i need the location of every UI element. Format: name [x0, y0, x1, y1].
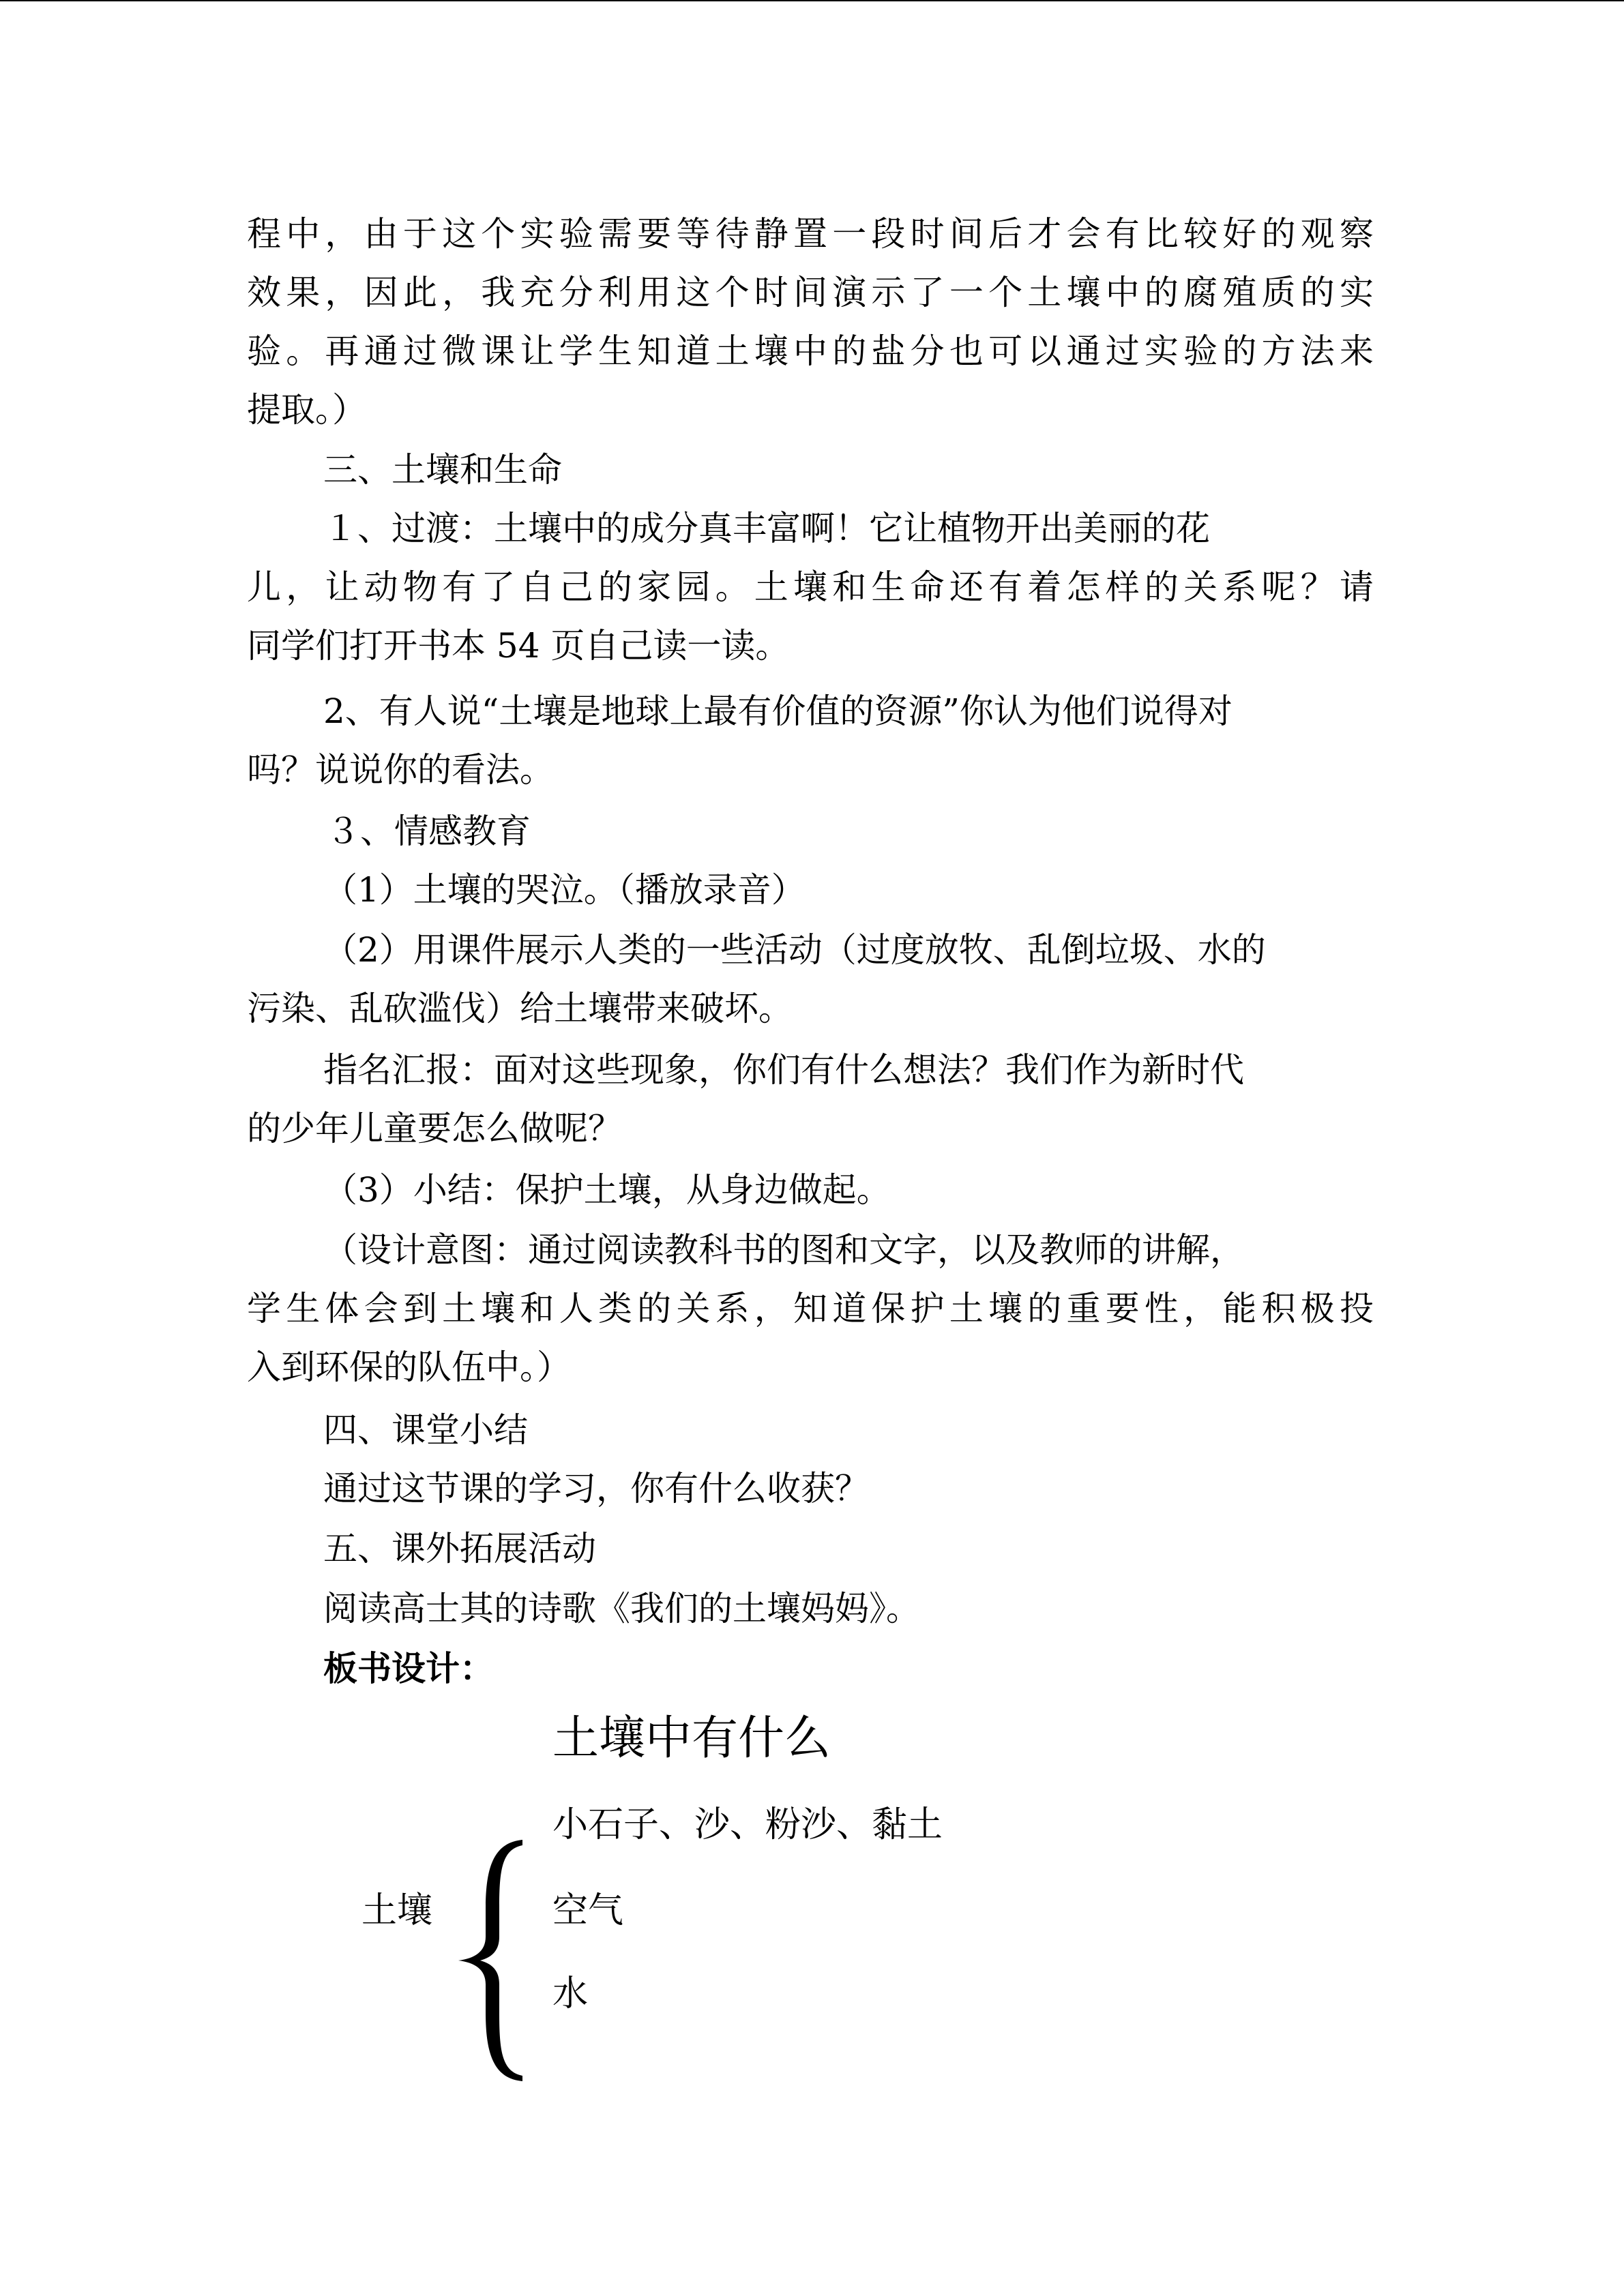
paragraph-transition — [247, 499, 1374, 675]
board-item-water: 水 — [552, 1973, 589, 2014]
text-line: 儿，让动物有了自己的家园。土壤和生命还有着怎样的关系呢？请 — [247, 567, 1374, 607]
text-line: 提取。） — [247, 390, 366, 430]
text-line: 2、有人说“土壤是地球上最有价值的资源”你认为他们说得对 — [323, 691, 1232, 731]
text-line: 指名汇报：面对这些现象，你们有什么想法？我们作为新时代 — [323, 1050, 1244, 1090]
text-line: 通过这节课的学习，你有什么收获？ — [323, 1469, 869, 1508]
paragraph-sub-3 — [323, 1161, 1374, 1219]
text-line: １、过渡：土壤中的成分真丰富啊！它让植物开出美丽的花 — [323, 509, 1210, 548]
text-line: 验。再通过微课让学生知道土壤中的盐分也可以通过实验的方法来 — [247, 331, 1374, 371]
text-line: 效果，因此，我充分利用这个时间演示了一个土壤中的腐殖质的实 — [247, 273, 1374, 312]
text-line: （设计意图：通过阅读教科书的图和文字，以及教师的讲解， — [323, 1230, 1244, 1270]
text-line: 污染、乱砍滥伐）给土壤带来破坏。 — [247, 989, 793, 1028]
text-line: 入到环保的队伍中。） — [247, 1347, 571, 1387]
board-item-air: 空气 — [552, 1890, 624, 1931]
text-line: 四、课堂小结 — [323, 1410, 528, 1450]
text-line: 吗？说说你的看法。 — [247, 750, 554, 790]
text-line: 阅读高士其的诗歌《我们的土壤妈妈》。 — [323, 1589, 920, 1628]
text-line: 五、课外拓展活动 — [323, 1529, 596, 1568]
text-line: （2）用课件展示人类的一些活动（过度放牧、乱倒垃圾、水的 — [323, 930, 1266, 970]
board-item-solids: 小石子、沙、粉沙、黏土 — [552, 1804, 943, 1845]
board-title: 土壤中有什么 — [552, 1712, 831, 1765]
page-top-border — [0, 0, 1624, 1]
text-line: （3）小结：保护土壤，从身边做起。 — [323, 1170, 891, 1210]
curly-brace-icon — [450, 1834, 532, 2087]
section-heading-5 — [323, 1519, 1374, 1578]
text-line: 板书设计： — [323, 1648, 494, 1688]
text-line: 的少年儿童要怎么做呢？ — [247, 1109, 622, 1148]
board-heading — [323, 1639, 1374, 1698]
paragraph-sub-1 — [323, 861, 1374, 919]
paragraph-item-3 — [326, 802, 1374, 861]
paragraph-extension — [323, 1579, 1374, 1638]
section-heading-4 — [323, 1401, 1374, 1459]
paragraph-intent-continuation — [247, 205, 1374, 439]
text-line: （1）土壤的哭泣。（播放录音） — [323, 870, 806, 910]
text-line: 同学们打开书本 54 页自己读一读。 — [247, 626, 790, 666]
text-line: 学生体会到土壤和人类的关系，知道保护土壤的重要性，能积极投 — [247, 1289, 1374, 1328]
paragraph-design-intent — [247, 1221, 1374, 1397]
paragraph-question-2 — [247, 682, 1374, 799]
text-line: ３、情感教育 — [326, 811, 531, 851]
text-line: 三、土壤和生命 — [323, 450, 562, 490]
paragraph-summary-question — [323, 1459, 1374, 1518]
paragraph-sub-2 — [247, 921, 1374, 1038]
paragraph-report — [247, 1041, 1374, 1158]
section-heading-3 — [323, 441, 1374, 499]
board-root-label: 土壤 — [361, 1890, 433, 1931]
text-line: 程中，由于这个实验需要等待静置一段时间后才会有比较好的观察 — [247, 214, 1374, 254]
